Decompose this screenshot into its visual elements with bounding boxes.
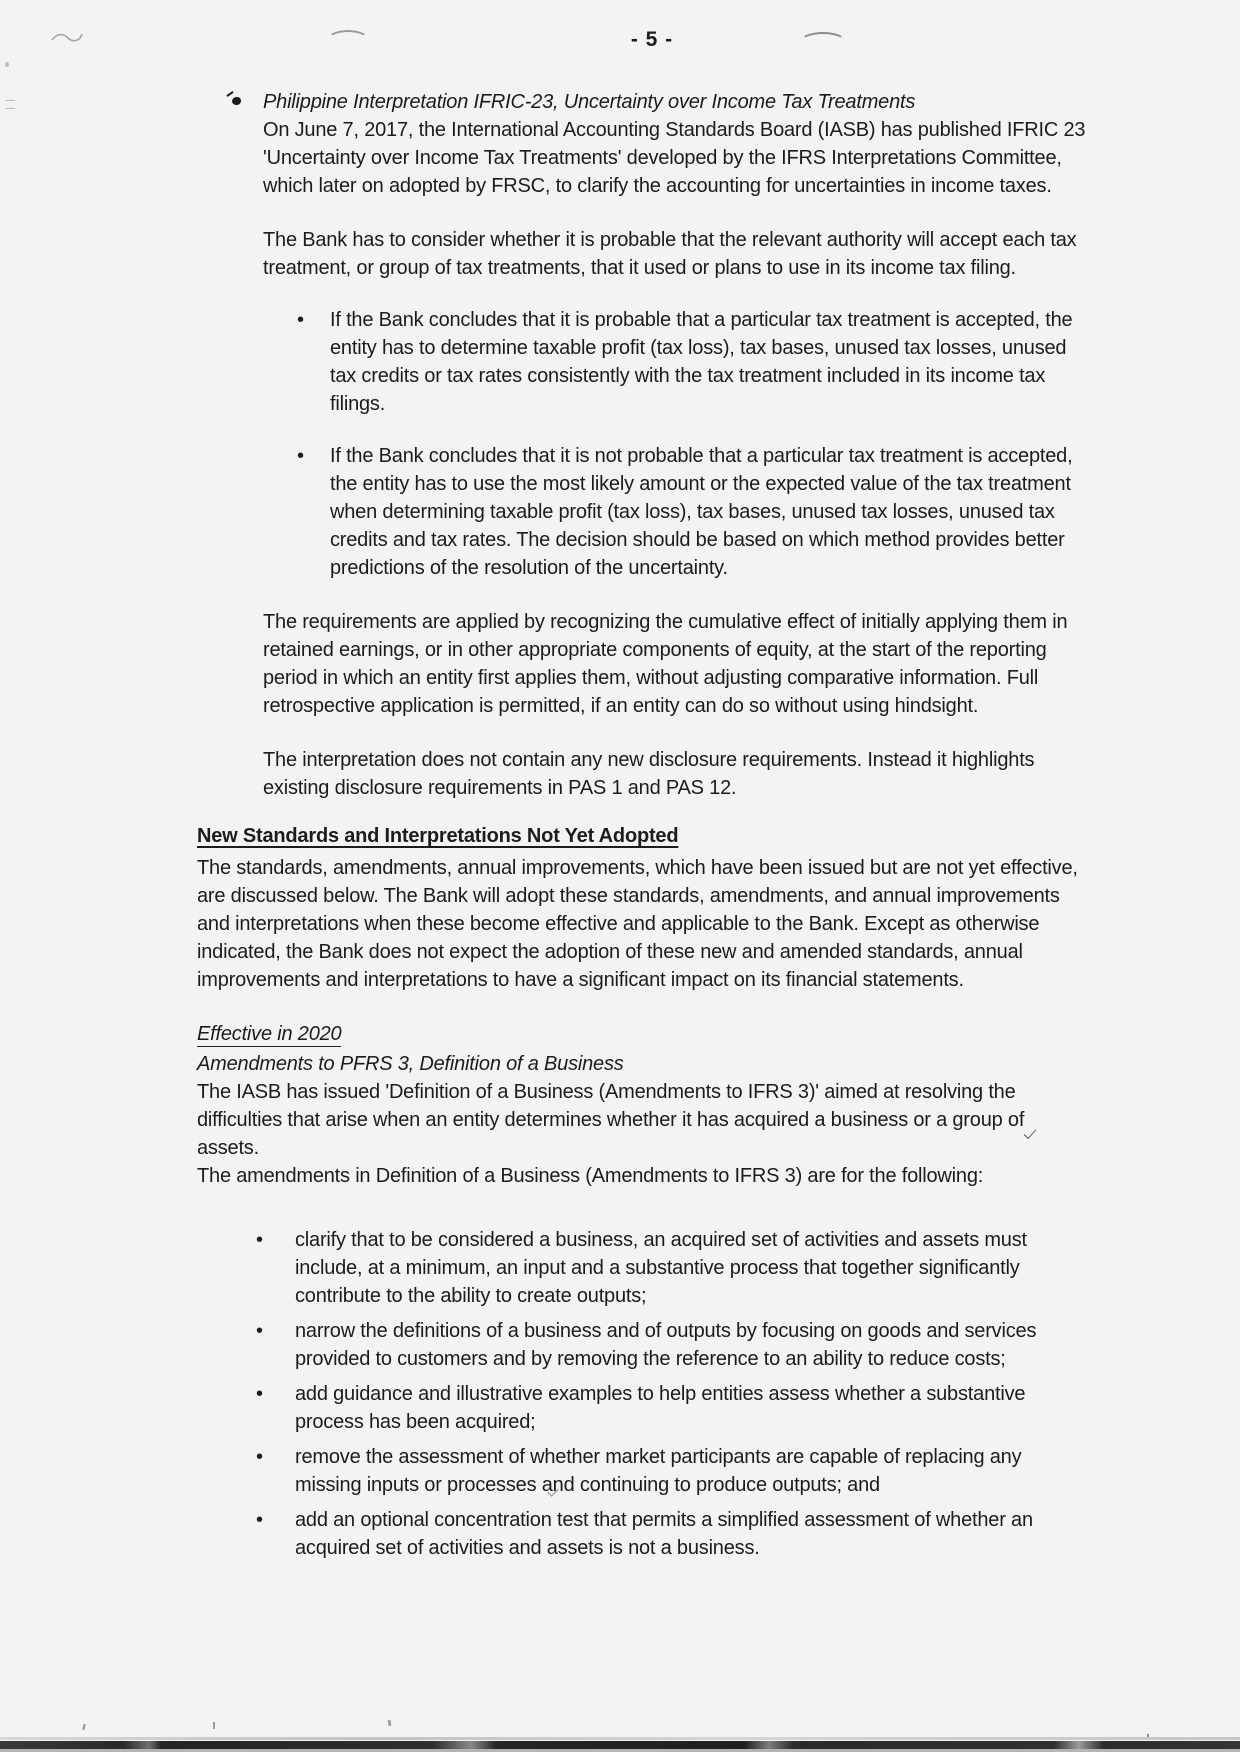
new-standards-para: The standards, amendments, annual improvements, which have been issued but are not yet effective, are discussed below. The Bank will adopt these standards, amendments, and annual improvements and interpretations when these become effective and applicable to the Bank. Except as otherwise indicated, the Bank does not expect the adoption of these new and amended standards, annual improvements and interpretations to have a significant impact on its financial statements. <box>197 857 1078 991</box>
pfrs3-bullet-2: narrow the definitions of a business and of outputs by focusing on goods and services provided to customers and by removing the reference to an ability to reduce costs; <box>295 1320 1037 1370</box>
pfrs3-list-item <box>256 1317 1089 1373</box>
bullet-icon: • <box>256 1383 263 1405</box>
scan-speck <box>213 1722 215 1729</box>
pfrs3-para-1: The IASB has issued 'Definition of a Business (Amendments to IFRS 3)' aimed at resolving the difficulties that arise when an entity determines whether it has acquired a business or a group of assets. <box>197 1081 1025 1159</box>
effective-2020-heading <box>197 1020 1089 1048</box>
ifric23-list-item <box>297 306 1089 418</box>
bullet-icon: • <box>256 1509 263 1531</box>
scan-artifact-squiggle <box>50 26 84 48</box>
scan-bottom-edge-dark <box>0 1741 1240 1749</box>
ifric23-para-1: On June 7, 2017, the International Accounting Standards Board (IASB) has published IFRIC 23 'Uncertainty over Income Tax Treatments' developed by the IFRS Interpretations Committee, which later on adopted by FRSC, to clarify the accounting for uncertainties in income taxes. <box>263 119 1086 197</box>
pfrs3-bullet-3: add guidance and illustrative examples to help entities assess whether a substantive process has been acquired; <box>295 1383 1026 1433</box>
pfrs3-subheading: Amendments to PFRS 3, Definition of a Business <box>197 1053 624 1075</box>
ifric23-list-item <box>297 442 1089 582</box>
ifric23-para-4: The interpretation does not contain any new disclosure requirements. Instead it highlights existing disclosure requirements in PAS 1 and PAS 12. <box>263 749 1035 799</box>
ifric23-para-3: The requirements are applied by recognizing the cumulative effect of initially applying them in retained earnings, or in other appropriate components of equity, at the start of the reporting period in which an entity first applies them, without adjusting comparative information. Full retrospective application is permitted, if an entity can do so without using hindsight. <box>263 611 1068 717</box>
scan-artifact-dash <box>6 100 15 109</box>
ifric23-para-2: The Bank has to consider whether it is probable that the relevant authority will accept each tax treatment, or group of tax treatments, that it used or plans to use in its income tax filing. <box>263 229 1077 279</box>
section-ifric23 <box>197 88 1089 802</box>
new-standards-heading: New Standards and Interpretations Not Yet Adopted <box>197 825 679 847</box>
ifric23-bullet-2: If the Bank concludes that it is not probable that a particular tax treatment is accepted, the entity has to use the most likely amount or the expected value of the tax treatment when determining taxable profit (tax loss), tax bases, unused tax losses, unused tax credits and tax rates. The decision should be based on which method provides better predictions of the resolution of the uncertainty. <box>330 445 1073 579</box>
page-number: - 5 - <box>630 28 674 51</box>
pfrs3-para-2: The amendments in Definition of a Business (Amendments to IFRS 3) are for the following: <box>197 1165 984 1187</box>
bullet-icon: • <box>256 1229 263 1251</box>
pfrs3-list-item <box>256 1443 1089 1499</box>
bullet-icon: • <box>297 309 304 331</box>
scan-artifact-arc-right <box>800 32 846 51</box>
effective-2020-heading-text: Effective in 2020 <box>197 1023 342 1045</box>
pfrs3-list-item <box>256 1506 1089 1562</box>
scan-artifact-dot <box>5 62 9 67</box>
ifric23-bullet-1: If the Bank concludes that it is probable that a particular tax treatment is accepted, the entity has to determine taxable profit (tax loss), tax bases, unused tax losses, unused tax credits or tax rates consistently with the tax treatment included in its income tax filings. <box>330 309 1073 415</box>
pfrs3-bullet-list <box>197 1226 1089 1562</box>
document-content <box>197 88 1089 1562</box>
pfrs3-bullet-5: add an optional concentration test that permits a simplified assessment of whether an acquired set of activities and assets is not a business. <box>295 1509 1033 1559</box>
scan-speck <box>82 1724 85 1730</box>
pfrs3-bullet-4: remove the assessment of whether market participants are capable of replacing any missing inputs or processes and continuing to produce outputs; and <box>295 1446 1022 1496</box>
scan-artifact-arc-left <box>327 30 369 50</box>
ifric23-title: Philippine Interpretation IFRIC-23, Uncertainty over Income Tax Treatments <box>263 91 916 113</box>
bullet-icon: • <box>297 445 304 467</box>
pfrs3-list-item <box>256 1380 1089 1436</box>
bullet-icon <box>232 97 241 105</box>
bullet-icon: • <box>256 1446 263 1468</box>
pfrs3-bullet-1: clarify that to be considered a business, an acquired set of activities and assets must include, at a minimum, an input and a substantive process that together significantly contribute to the ability to create outputs; <box>295 1229 1027 1307</box>
pfrs3-list-item <box>256 1226 1089 1310</box>
scan-bottom-edge-light <box>0 1737 1240 1740</box>
scan-speck <box>388 1720 392 1726</box>
bullet-icon: • <box>256 1320 263 1342</box>
